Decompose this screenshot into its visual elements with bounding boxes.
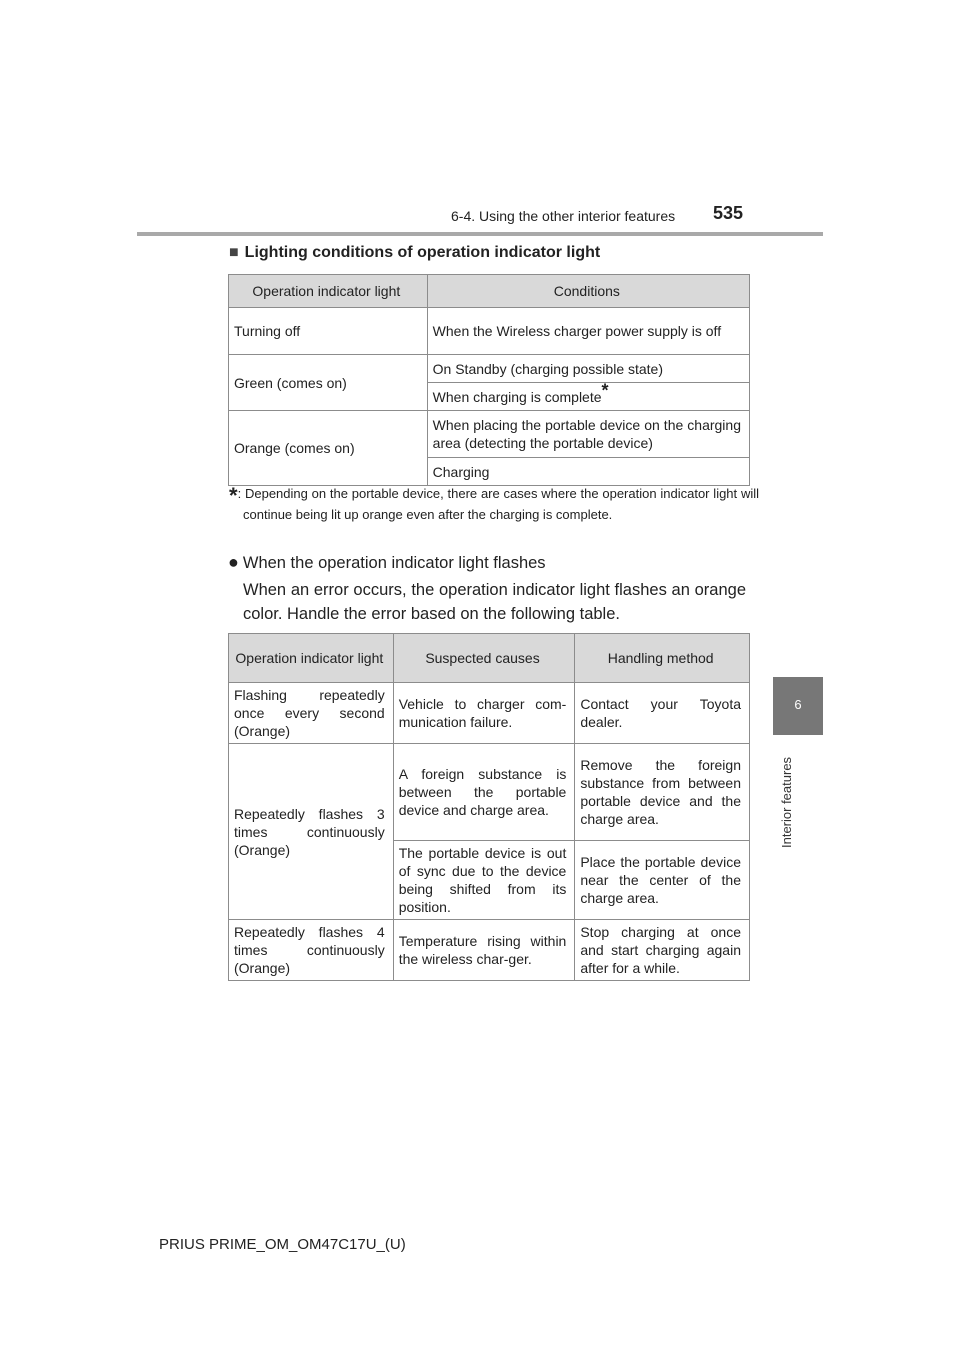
square-bullet-icon: ■ xyxy=(229,244,239,261)
light-cell: Repeatedly flashes 4 times continuously (Orange) xyxy=(229,920,394,981)
table-row xyxy=(229,683,750,744)
asterisk-mark: * xyxy=(601,379,609,400)
light-cell: Repeatedly flashes 3 times continuously (Orange) xyxy=(229,744,394,920)
table-row xyxy=(229,744,750,841)
document-footer: PRIUS PRIME_OM_OM47C17U_(U) xyxy=(159,1236,406,1253)
condition-cell: On Standby (charging possible state) xyxy=(427,355,749,383)
column-header-light: Operation indicator light xyxy=(229,275,428,308)
chapter-label: Interior features xyxy=(779,756,794,848)
condition-cell: When the Wireless charger power supply is off xyxy=(427,308,749,355)
chapter-number: 6 xyxy=(794,697,802,712)
footnote-text: : Depending on the portable device, there are cases where the operation indicator light will continue being lit up orange even after the charging is complete. xyxy=(237,486,759,522)
handling-cell: Remove the foreign substance from between portable device and the charge area. xyxy=(575,744,750,841)
column-header-light: Operation indicator light xyxy=(229,634,394,683)
table-row xyxy=(229,308,750,355)
condition-text: When charging is complete xyxy=(432,388,602,405)
cause-cell: A foreign substance is between the portable device and charge area. xyxy=(393,744,575,841)
flash-handling-table xyxy=(228,633,750,981)
condition-cell: Charging xyxy=(427,458,749,486)
indicator-conditions-table xyxy=(228,274,750,486)
handling-cell: Place the portable device near the center of the charge area. xyxy=(575,841,750,920)
footnote-marker: * xyxy=(229,483,238,508)
handling-cell: Stop charging at once and start charging again after for a while. xyxy=(575,920,750,981)
page-number: 535 xyxy=(713,203,744,223)
column-header-causes: Suspected causes xyxy=(393,634,575,683)
condition-cell xyxy=(427,379,749,411)
section-heading-text: Lighting conditions of operation indicator light xyxy=(244,244,601,261)
column-header-conditions: Conditions xyxy=(427,275,749,308)
light-cell: Orange (comes on) xyxy=(229,411,428,486)
table-row xyxy=(229,355,750,383)
sub-heading-text: When the operation indicator light flashes xyxy=(242,554,546,572)
circle-bullet-icon: ● xyxy=(228,552,239,572)
section-heading xyxy=(229,244,600,262)
handling-cell: Contact your Toyota dealer. xyxy=(575,683,750,744)
table-header-row xyxy=(229,634,750,683)
chapter-tab xyxy=(773,677,823,735)
light-cell: Turning off xyxy=(229,308,428,355)
header-divider xyxy=(137,232,823,236)
table-header-row xyxy=(229,275,750,308)
light-cell: Green (comes on) xyxy=(229,355,428,411)
table-row xyxy=(229,411,750,458)
running-header-section: 6-4. Using the other interior features xyxy=(451,208,676,224)
sub-heading xyxy=(228,552,546,573)
footnote xyxy=(229,484,759,524)
light-cell: Flashing repeatedly once every second (Orange) xyxy=(229,683,394,744)
cause-cell: The portable device is out of sync due to the device being shifted from its position. xyxy=(393,841,575,920)
table-row xyxy=(229,920,750,981)
column-header-handling: Handling method xyxy=(575,634,750,683)
condition-cell: When placing the portable device on the charging area (detecting the portable device) xyxy=(427,411,749,458)
cause-cell: Vehicle to charger com-munication failure. xyxy=(393,683,575,744)
sub-paragraph: When an error occurs, the operation indicator light flashes an orange color. Handle the error based on the following table. xyxy=(243,581,746,623)
cause-cell: Temperature rising within the wireless char-ger. xyxy=(393,920,575,981)
